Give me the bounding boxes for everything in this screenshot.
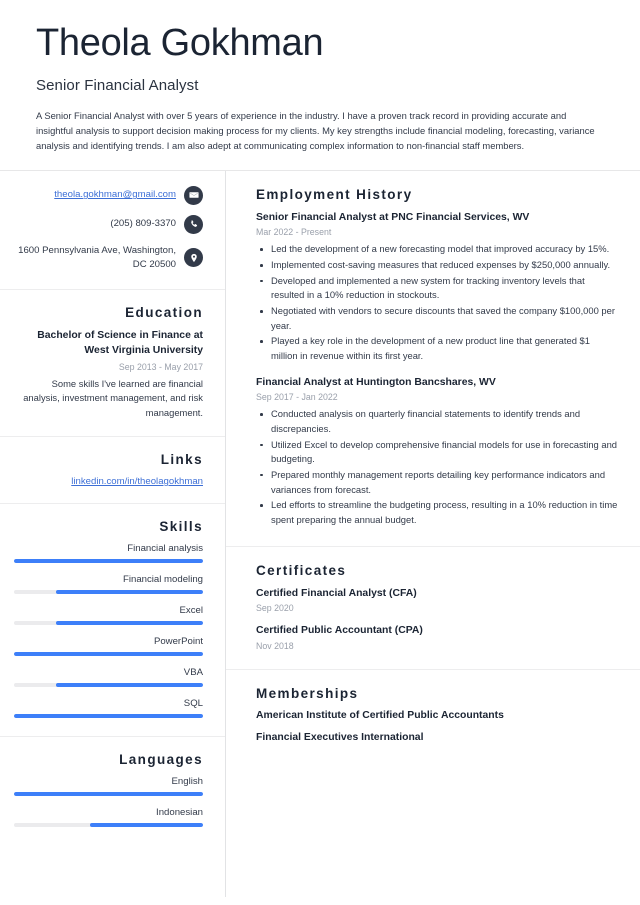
employment-bullet-list (256, 242, 618, 363)
skill-level-track (14, 559, 203, 563)
skills-list (14, 543, 203, 718)
employment-bullet: Prepared monthly management reports detailing key performance indicators and variances from forecast. (256, 468, 618, 497)
employment-bullet-list (256, 407, 618, 527)
language-level-fill (90, 823, 203, 827)
language-level-track (14, 823, 203, 827)
skill-level-fill (14, 714, 203, 718)
employment-bullet: Led efforts to streamline the budgeting process, resulting in a 10% reduction in time spent preparing the annual budget. (256, 498, 618, 527)
employment-entry-list (256, 211, 618, 528)
language (14, 807, 203, 827)
skill (14, 543, 203, 563)
employment-entry-date: Mar 2022 - Present (256, 227, 332, 238)
membership-entry: Financial Executives International (256, 731, 424, 743)
employment-history-block (226, 171, 640, 547)
contact-details-block (0, 171, 225, 291)
profile-link[interactable]: linkedin.com/in/theolagokhman (71, 475, 203, 487)
language-label: Indonesian (156, 806, 203, 818)
skill-level-track (14, 590, 203, 594)
skill-level-track (14, 652, 203, 656)
contact-row[interactable] (14, 186, 203, 205)
certificates-entry-list (256, 587, 618, 651)
certificate-date: Sep 2020 (256, 603, 294, 614)
memberships-block (226, 670, 640, 761)
skill (14, 698, 203, 718)
candidate-name: Theola Gokhman (36, 22, 324, 64)
languages-block (0, 737, 225, 845)
skill-level-fill (56, 683, 203, 687)
contact-value: (205) 809-3370 (110, 218, 176, 230)
employment-entry-title: Senior Financial Analyst at PNC Financial Services, WV (256, 211, 530, 223)
languages-heading: Languages (119, 751, 203, 767)
resume-columns (0, 170, 640, 897)
skills-block (0, 504, 225, 737)
skill-level-fill (14, 559, 203, 563)
certificate-title: Certified Public Accountant (CPA) (256, 625, 423, 637)
resume-header (0, 0, 640, 154)
skill-label: Financial modeling (123, 573, 203, 585)
certificate-title: Certified Financial Analyst (CFA) (256, 587, 417, 599)
candidate-job-title: Senior Financial Analyst (36, 76, 199, 94)
languages-list (14, 776, 203, 827)
skill-level-fill (14, 652, 203, 656)
language-level-track (14, 792, 203, 796)
language (14, 776, 203, 796)
links-heading: Links (160, 451, 203, 467)
skills-heading: Skills (159, 518, 203, 534)
employment-bullet: Played a key role in the development of a new product line that generated $1 million in revenue within its first year. (256, 334, 618, 363)
certificate-date: Nov 2018 (256, 640, 294, 651)
membership-entry: American Institute of Certified Public Accountants (256, 709, 504, 721)
employment-bullet: Developed and implemented a new system for tracking inventory levels that resulted in a 10% reduction in stockouts. (256, 274, 618, 303)
employment-entry-date: Sep 2017 - Jan 2022 (256, 392, 338, 403)
employment-bullet: Implemented cost-saving measures that reduced expenses by $250,000 annually. (256, 258, 618, 273)
education-date: Sep 2013 - May 2017 (118, 362, 203, 373)
links-list (14, 476, 203, 487)
education-heading: Education (125, 305, 203, 321)
employment-bullet: Negotiated with vendors to secure discounts that saved the company $100,000 per year. (256, 304, 618, 333)
envelope-icon (184, 186, 203, 205)
skill (14, 636, 203, 656)
employment-entry (256, 211, 618, 364)
memberships-heading: Memberships (256, 685, 359, 701)
contact-value: 1600 Pennsylvania Ave, Washington, DC 20500 (18, 244, 176, 270)
main-column (226, 171, 640, 897)
employment-bullet: Utilized Excel to develop comprehensive financial models for use in forecasting and budgeting. (256, 438, 618, 467)
skill-label: VBA (183, 666, 203, 678)
certificates-block (226, 547, 640, 670)
location-pin-icon (184, 248, 203, 267)
contact-row (14, 215, 203, 234)
certificate-entry (256, 587, 618, 614)
employment-bullet: Led the development of a new forecasting model that improved accuracy by 15%. (256, 242, 618, 257)
education-description: Some skills I've learned are financial analysis, investment management, and risk management. (23, 378, 203, 418)
language-label: English (171, 775, 203, 787)
language-level-fill (14, 792, 203, 796)
skill (14, 605, 203, 625)
sidebar-column (0, 171, 226, 897)
skill-level-fill (56, 590, 203, 594)
phone-icon (184, 215, 203, 234)
contact-row (14, 244, 203, 272)
certificates-heading: Certificates (256, 562, 347, 578)
education-block (0, 290, 225, 436)
memberships-entry-list (256, 710, 618, 743)
skill-level-track (14, 683, 203, 687)
employment-entry-title: Financial Analyst at Huntington Bancshares, WV (256, 376, 496, 388)
skill (14, 574, 203, 594)
professional-summary: A Senior Financial Analyst with over 5 years of experience in the industry. I have a proven track record in providing accurate and insightful analysis to support decision making process for my clients. My key strengths include financial modeling, forecasting, variance analysis and identifying trends. I am also adept at communicating complex information to non-financial staff members. (36, 109, 595, 152)
contact-list (14, 186, 203, 272)
skill (14, 667, 203, 687)
skill-level-track (14, 621, 203, 625)
employment-entry (256, 376, 618, 528)
education-degree: Bachelor of Science in Finance at West Virginia University (37, 330, 203, 357)
contact-value[interactable]: theola.gokhman@gmail.com (54, 189, 176, 201)
skill-label: PowerPoint (153, 635, 203, 647)
certificate-entry (256, 624, 618, 651)
skill-label: Excel (179, 604, 203, 616)
skill-level-fill (56, 621, 203, 625)
links-block (0, 437, 225, 504)
skill-level-track (14, 714, 203, 718)
employment-bullet: Conducted analysis on quarterly financial statements to identify trends and discrepancies. (256, 407, 618, 436)
skill-label: SQL (183, 697, 203, 709)
skill-label: Financial analysis (127, 542, 203, 554)
employment-history-heading: Employment History (256, 186, 413, 202)
